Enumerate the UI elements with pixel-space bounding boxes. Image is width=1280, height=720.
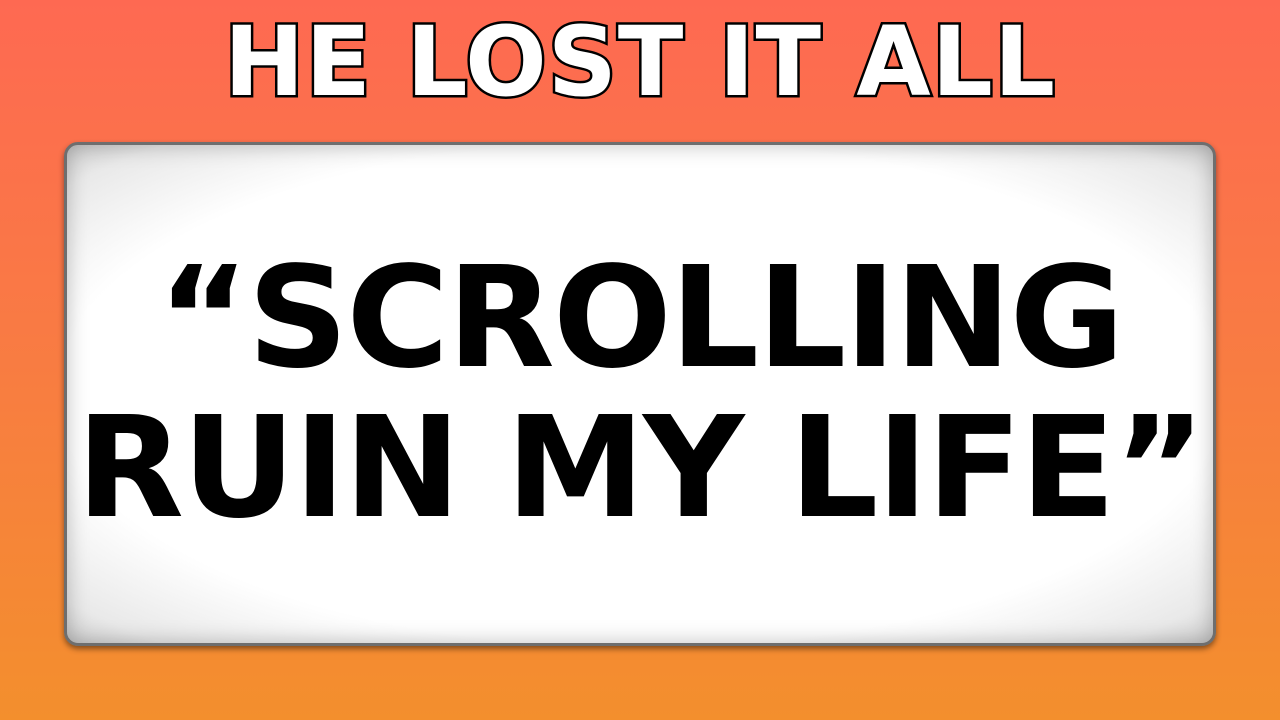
headline-title: HE LOST IT ALL <box>223 6 1056 118</box>
quote-text <box>76 237 1204 550</box>
quote-card <box>64 142 1216 646</box>
quote-line-2: RUIN MY LIFE” <box>76 387 1204 550</box>
quote-line-1: “SCROLLING <box>157 237 1123 400</box>
